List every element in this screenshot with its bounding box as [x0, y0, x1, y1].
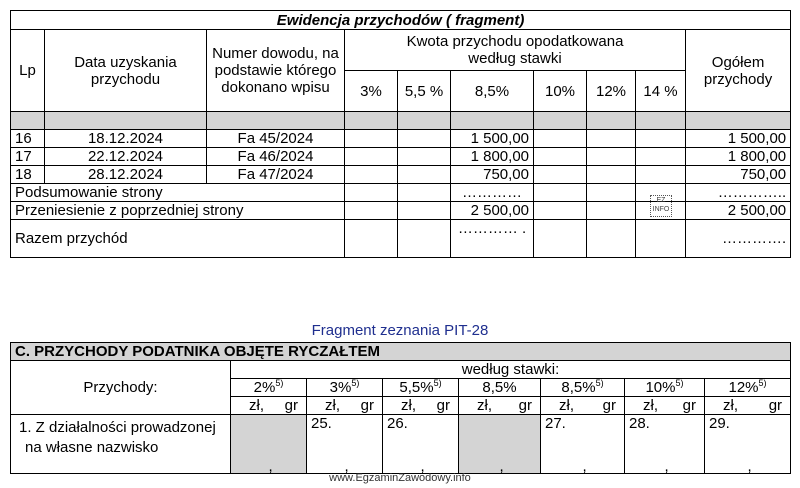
- field-25[interactable]: 25. ,: [307, 415, 383, 474]
- field-26[interactable]: 26. ,: [383, 415, 459, 474]
- header-rate-5-5: 5,5 %: [398, 71, 451, 112]
- header-rate-10: 10%: [534, 71, 587, 112]
- footer-watermark: www.EgzaminZawodowy.info: [329, 472, 471, 484]
- header-date: Data uzyskania przychodu: [45, 30, 207, 112]
- header-amount-group: Kwota przychodu opodatkowana według stawki: [345, 30, 686, 71]
- rate-header: 8,5%$^{5)}$: [541, 379, 625, 397]
- header-rate-8-5: 8,5%: [451, 71, 534, 112]
- total-income-row: Razem przychód ………… . ………….: [11, 220, 791, 258]
- income-label: Przychody:: [11, 361, 231, 415]
- pit28-table: C. PRZYCHODY PODATNIKA OBJĘTE RYCZAŁTEM Przychody: według stawki: 2%$^{5)}$ 3%$^{5)}$ 5,5%$^{5)}$ 8,5% 8,5%$^{5)}$ 10%$^{5)}$ 12%$^{5)}$ zł, gr zł, gr zł, gr zł, gr zł, gr zł, gr zł, gr 1. Z działalności prowadzonej na własne nazwisko , 25. , 26. , , 27. , 28. , 29. ,: [10, 342, 791, 474]
- rate-header: 3%$^{5)}$: [307, 379, 383, 397]
- pit-caption: Fragment zeznania PIT-28: [311, 322, 489, 339]
- watermark-logo: EZ INFO: [650, 195, 672, 217]
- table-row: 17 22.12.2024 Fa 46/2024 1 800,00 1 800,00: [11, 148, 791, 166]
- header-total: Ogółem przychody: [686, 30, 791, 112]
- ledger-title: Ewidencja przychodów ( fragment): [11, 11, 791, 30]
- page-summary-row: Podsumowanie strony ………… …………..: [11, 184, 791, 202]
- table-row: 18 28.12.2024 Fa 47/2024 750,00 750,00: [11, 166, 791, 184]
- by-rate-label: według stawki:: [231, 361, 791, 379]
- section-title: C. PRZYCHODY PODATNIKA OBJĘTE RYCZAŁTEM: [11, 343, 791, 361]
- header-rate-3: 3%: [345, 71, 398, 112]
- header-lp: Lp: [11, 30, 45, 112]
- table-row: 16 18.12.2024 Fa 45/2024 1 500,00 1 500,00: [11, 130, 791, 148]
- business-income-label: 1. Z działalności prowadzonej na własne nazwisko: [11, 415, 231, 474]
- rate-header: 2%$^{5)}$: [231, 379, 307, 397]
- header-document: Numer dowodu, na podstawie którego dokonano wpisu: [207, 30, 345, 112]
- rate-header: 12%$^{5)}$: [705, 379, 791, 397]
- field-28[interactable]: 28. ,: [625, 415, 705, 474]
- rate-header: 10%$^{5)}$: [625, 379, 705, 397]
- shaded-row: [11, 112, 45, 130]
- rate-header: 8,5%: [459, 379, 541, 397]
- header-rate-12: 12%: [587, 71, 636, 112]
- rate-header: 5,5%$^{5)}$: [383, 379, 459, 397]
- field-29[interactable]: 29. ,: [705, 415, 791, 474]
- header-rate-14: 14 %: [636, 71, 686, 112]
- income-ledger-table: [10, 10, 791, 258]
- field-27[interactable]: 27. ,: [541, 415, 625, 474]
- carry-over-row: Przeniesienie z poprzedniej strony 2 500,00 2 500,00: [11, 202, 791, 220]
